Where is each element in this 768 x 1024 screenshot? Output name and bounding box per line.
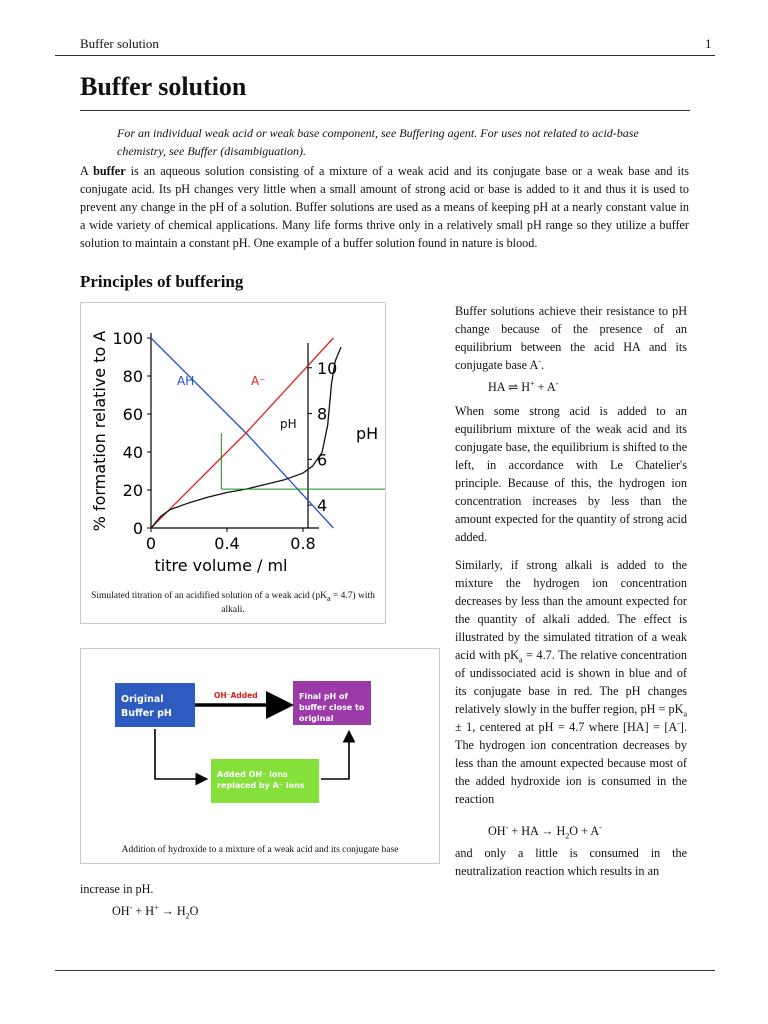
- y-tick-label: 0: [132, 519, 143, 538]
- x-axis-label: titre volume / ml: [154, 556, 288, 573]
- y2-tick-label: 8: [317, 404, 328, 424]
- paragraph-neutralization: and only a little is consumed in the neutralization reaction which results in an: [455, 846, 687, 878]
- equation-equilibrium: HA ⇌ H+ + A-: [488, 378, 559, 394]
- y-tick-label: 40: [122, 443, 143, 462]
- paragraph-resistance: Buffer solutions achieve their resistance to pH change because of the presence of an equilibrium between the acid HA and its conjugate base A-.: [455, 304, 687, 372]
- hydroxide-diagram: [81, 649, 439, 829]
- y-tick-label: 100: [112, 329, 143, 348]
- arrow-to-final: [321, 733, 349, 779]
- oh-added-label: OH⁻Added: [214, 691, 258, 700]
- x-tick-label: 0: [145, 534, 157, 553]
- series-label-ah: AH: [177, 374, 195, 388]
- y2-axis-label: pH: [356, 424, 379, 443]
- intro-paragraph: A buffer is an aqueous solution consisting of a mixture of a weak acid and its conjugate base or a weak base and its conjugate acid. Its pH changes very little when a small amount of strong acid or base is added to it and thus it is used to prevent any change in the pH of a solution. Buffer solutions are used as a means of keeping pH at a nearly constant value in a wide variety of chemical applications. Many life forms thrive only in a relatively small pH range so they utilize a buffer solution to maintain a constant pH. One example of a buffer solution found in nature is blood.: [80, 164, 689, 250]
- footer-rule: [55, 970, 715, 971]
- titration-chart: [81, 303, 385, 573]
- added-oh-label: Added OH⁻ ions replaced by A⁻ ions: [217, 770, 305, 790]
- figure-titration-caption: Simulated titration of an acidified solution of a weak acid $(pK_a = 4.7)$ with alkali.: [91, 591, 375, 615]
- section-heading: Principles of buffering: [80, 272, 244, 291]
- equation-neutralization: $OH^- + H^+ \to H_2O$: [112, 902, 199, 921]
- y2-tick-label: 4: [317, 496, 328, 516]
- paragraph-alkali: Similarly, if strong alkali is added to the mixture the hydrogen ion concentration decreases by less than the amount expected for the quantity of alkali added. The effect is illustrated by the simulated titration of a weak acid with $pK_a = 4.7$. The relative concentration of undissociated acid is shown in blue and of its conjugate base in red. The pH changes relatively slowly in the buffer region, pH = $pK_a \pm 1$, centered at pH = 4.7 where [HA] = [A-]. The hydrogen ion concentration decreases by less than the amount expected because most of the added hydroxide ion is consumed in the reaction: [455, 558, 687, 806]
- y2-tick-label: 6: [317, 450, 328, 470]
- figure-titration: [80, 302, 386, 624]
- original-buffer-label: Original Buffer pH: [121, 694, 172, 719]
- x-tick-label: 0.8: [290, 534, 316, 553]
- final-ph-label: Final pH of buffer close to original: [299, 692, 365, 723]
- y-tick-label: 60: [122, 405, 143, 424]
- y2-tick-label: 10: [317, 358, 338, 378]
- title-rule: [80, 110, 690, 111]
- running-header: Buffer solution: [80, 36, 159, 51]
- arrow-to-added: [155, 729, 205, 779]
- intro-bold-term: buffer: [93, 164, 126, 178]
- page-title: Buffer solution: [80, 72, 247, 101]
- y-axis-label: % formation relative to A: [90, 330, 109, 532]
- plot-area: [151, 333, 385, 528]
- figure-hydroxide-caption: Addition of hydroxide to a mixture of a weak acid and its conjugate base: [121, 845, 399, 855]
- y-tick-label: 20: [122, 481, 143, 500]
- series-label-a-minus: A⁻: [251, 374, 266, 388]
- page-number: 1: [705, 36, 712, 51]
- y-tick-label: 80: [122, 367, 143, 386]
- equation-hydroxide: OH- + HA → $H_2O + A^-$: [488, 822, 602, 841]
- hatnote: For an individual weak acid or weak base component, see Buffering agent. For uses not related to acid-base chemistry, see Buffer (disambiguation).: [117, 126, 639, 158]
- figure-hydroxide: [80, 648, 440, 864]
- series-label-ph: pH: [280, 417, 297, 431]
- header-rule: [55, 55, 715, 56]
- paragraph-neutralization-cont: increase in pH.: [80, 882, 154, 896]
- x-tick-label: 0.4: [214, 534, 240, 553]
- paragraph-strong-acid: When some strong acid is added to an equilibrium mixture of the weak acid and its conjugate base, the equilibrium is shifted to the left, in accordance with Le Chatelier's principle. Because of this, the hydrogen ion concentration increases by less than the amount expected for the quantity of strong acid added.: [455, 404, 687, 544]
